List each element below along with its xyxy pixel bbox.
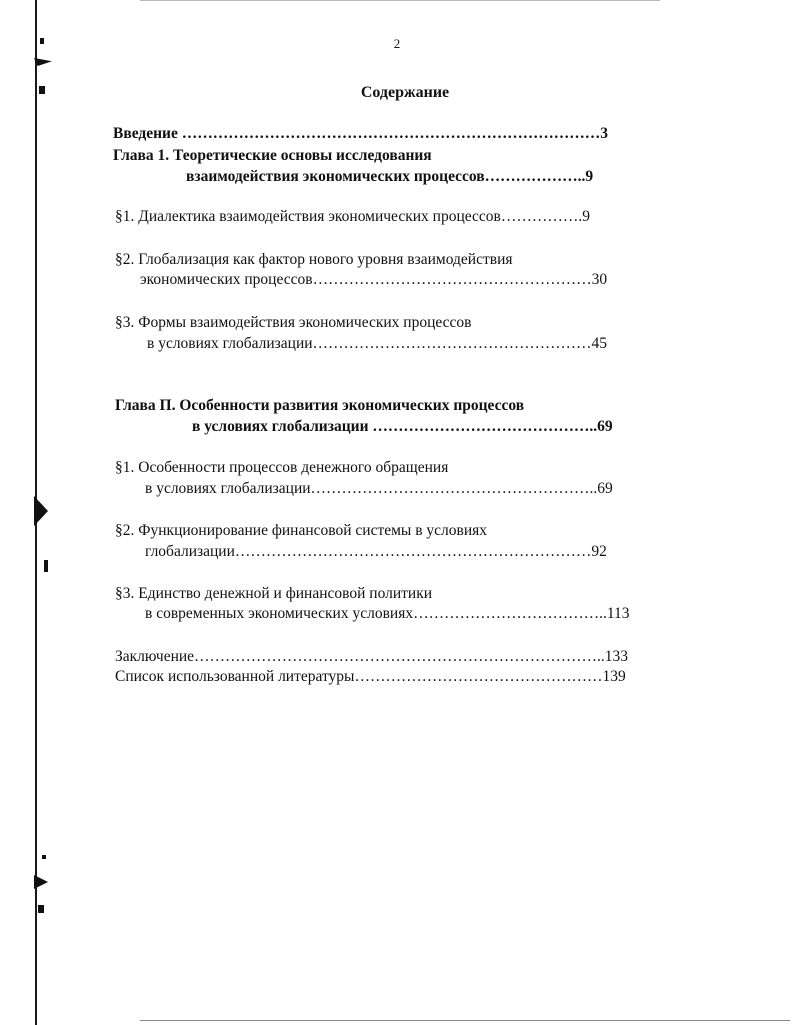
- scan-blot: [38, 905, 44, 913]
- toc-section-2-3-line-1: §3. Единство денежной и финансовой политики: [115, 585, 433, 602]
- toc-section-1-1: §1. Диалектика взаимодействия экономических процессов…………….9: [115, 208, 590, 225]
- toc-section-1-2-line-1: §2. Глобализация как фактор нового уровня взаимодействия: [115, 251, 513, 268]
- toc-title: Содержание: [360, 84, 450, 101]
- page-number: 2: [393, 36, 401, 51]
- toc-entry-introduction: Введение ………………………………………………………………………3: [113, 125, 608, 142]
- toc-section-1-3-line-2: в условиях глобализации………………………………………………45: [147, 335, 608, 352]
- scan-blot: [44, 560, 48, 572]
- toc-chapter-1-line-2: взаимодействия экономических процессов………………..9: [186, 168, 594, 185]
- toc-chapter-2-line-1: Глава П. Особенности развития экономических процессов: [115, 397, 525, 414]
- scan-edge-top: [140, 0, 660, 1]
- toc-section-2-1-line-1: §1. Особенности процессов денежного обращения: [115, 459, 449, 476]
- scan-blot: [42, 855, 46, 859]
- scan-blot: [34, 496, 48, 526]
- toc-chapter-1-line-1: Глава 1. Теоретические основы исследования: [113, 147, 432, 164]
- toc-entry-conclusion: Заключение……………………………………………………………………..133: [115, 648, 629, 665]
- toc-section-2-3-line-2: в современных экономических условиях………………………………..113: [145, 605, 630, 622]
- toc-section-2-1-line-2: в условиях глобализации………………………………………………..69: [145, 480, 613, 497]
- toc-section-2-2-line-1: §2. Функционирование финансовой системы в условиях: [115, 522, 488, 539]
- toc-section-1-2-line-2: экономических процессов………………………………………………30: [140, 271, 608, 288]
- scan-blot: [34, 875, 48, 889]
- toc-chapter-2-line-2: в условиях глобализации ……………………………………..69: [192, 418, 613, 435]
- scan-edge-bottom: [140, 1020, 790, 1021]
- toc-section-2-2-line-2: глобализации……………………………………………………………92: [145, 543, 607, 560]
- toc-entry-references: Список использованной литературы…………………………………………139: [115, 668, 626, 685]
- toc-section-1-3-line-1: §3. Формы взаимодействия экономических процессов: [115, 314, 472, 331]
